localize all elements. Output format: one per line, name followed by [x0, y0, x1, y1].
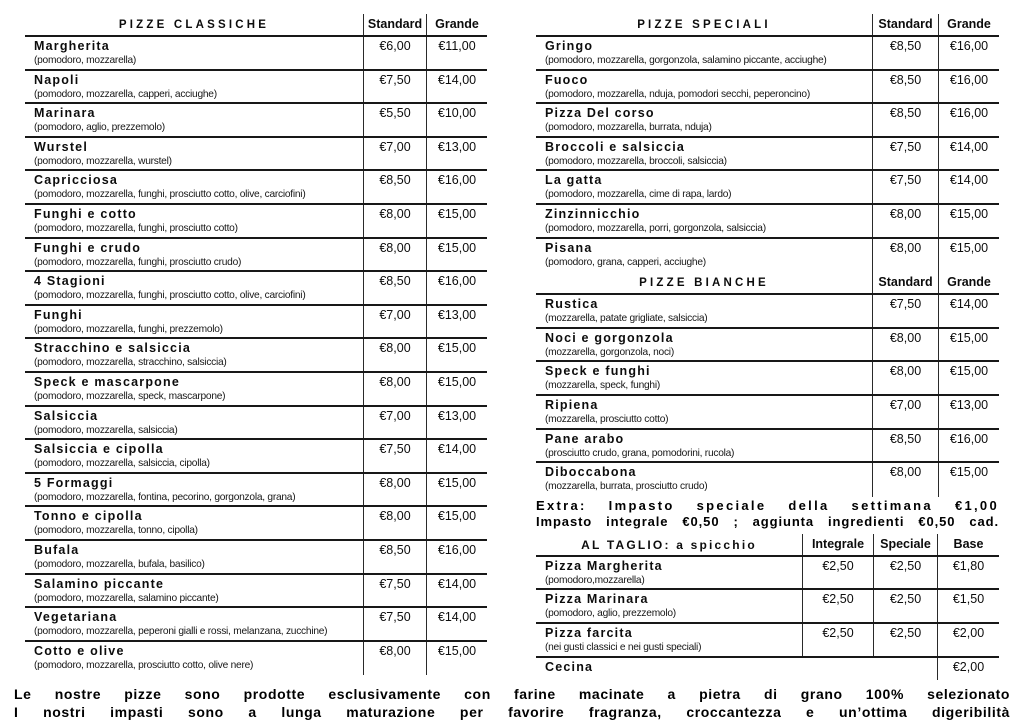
item-name: Funghi e crudo: [34, 240, 142, 255]
item-name-cell: [25, 272, 363, 304]
item-name: Margherita: [34, 39, 110, 53]
item-name-cell: [536, 138, 872, 170]
item-name: Broccoli e salsiccia: [545, 139, 686, 154]
menu-item-row: [536, 295, 999, 329]
item-name: Funghi e cotto: [34, 206, 137, 221]
item-name-cell: [536, 463, 872, 497]
price-cell: €2,50: [873, 590, 937, 622]
menu-item-row: [25, 104, 487, 138]
pizze-classiche-table: [25, 14, 487, 675]
item-name-cell: [536, 239, 872, 273]
item-desc: (pomodoro, mozzarella, capperi, acciughe): [34, 88, 217, 100]
item-name: Tonno e cipolla: [34, 509, 143, 524]
price-cell: €16,00: [938, 104, 999, 136]
price-cell: €16,00: [938, 37, 999, 69]
item-name-cell: [536, 624, 802, 656]
item-desc: (mozzarella, speck, funghi): [545, 380, 660, 392]
item-desc: (pomodoro, mozzarella, nduja, pomodori secchi, peperoncino): [545, 88, 810, 100]
price-cell: €8,50: [363, 541, 426, 573]
price-cell: €7,50: [872, 295, 938, 327]
price-cell: €14,00: [938, 171, 999, 203]
column-header-base: Base: [937, 534, 999, 555]
item-desc: (pomodoro, mozzarella, stracchino, salsiccia): [34, 357, 227, 369]
price-cell: €15,00: [426, 205, 487, 237]
item-name: Speck e mascarpone: [34, 374, 180, 389]
menu-item-row: [25, 306, 487, 340]
item-name: Rustica: [545, 297, 599, 312]
price-cell: €1,50: [937, 590, 999, 622]
item-name-cell: [25, 306, 363, 338]
price-cell: €8,50: [872, 71, 938, 103]
price-cell: €15,00: [426, 474, 487, 506]
item-desc: (pomodoro, mozzarella, funghi, prosciutto cotto, olive, carciofini): [34, 290, 306, 302]
price-cell: [802, 658, 873, 680]
price-cell: €16,00: [426, 171, 487, 203]
item-name-cell: [536, 590, 802, 622]
column-header-standard: Standard: [363, 14, 426, 35]
section-title: PIZZE BIANCHE: [639, 277, 769, 290]
item-name: 5 Formaggi: [34, 475, 114, 490]
item-desc: (pomodoro, mozzarella, funghi, prezzemolo): [34, 323, 223, 335]
price-cell: €14,00: [426, 71, 487, 103]
price-cell: [873, 658, 937, 680]
price-cell: €7,00: [872, 396, 938, 428]
item-name-cell: [25, 373, 363, 405]
menu-item-row: [536, 104, 999, 138]
extra-note-line-2: Impasto integrale €0,50 ; aggiunta ingredienti €0,50 cad.: [536, 513, 999, 529]
item-name-cell: [536, 329, 872, 361]
column-header-standard: Standard: [872, 272, 938, 293]
item-name: Stracchino e salsiccia: [34, 341, 192, 356]
item-desc: (pomodoro, mozzarella): [34, 55, 137, 66]
menu-item-row: [25, 575, 487, 609]
item-desc: (pomodoro, mozzarella, tonno, cipolla): [34, 525, 198, 537]
price-cell: €2,00: [937, 658, 999, 680]
menu-item-row: [25, 407, 487, 441]
item-name: Pane arabo: [545, 431, 625, 446]
item-desc: (pomodoro, aglio, prezzemolo): [34, 122, 165, 134]
menu-item-row: [536, 171, 999, 205]
price-cell: €8,00: [363, 507, 426, 539]
item-name-cell: [25, 541, 363, 573]
item-name: Pisana: [545, 240, 593, 255]
menu-item-row: [25, 440, 487, 474]
price-cell: €8,00: [363, 642, 426, 676]
item-desc: (mozzarella, patate grigliate, salsiccia): [545, 313, 708, 325]
menu-item-row: [536, 396, 999, 430]
menu-item-row: [536, 658, 999, 680]
item-desc: (pomodoro, mozzarella, cime di rapa, lardo): [545, 189, 732, 201]
item-name: Napoli: [34, 72, 80, 87]
price-cell: €13,00: [426, 306, 487, 338]
item-name: Vegetariana: [34, 610, 118, 625]
price-cell: €8,00: [872, 463, 938, 497]
price-cell: €8,00: [872, 362, 938, 394]
section-title: PIZZE CLASSICHE: [118, 19, 270, 31]
price-cell: €2,50: [802, 590, 873, 622]
item-name: Salsiccia: [34, 408, 99, 423]
price-cell: €8,50: [363, 171, 426, 203]
bianche-header-row: [536, 272, 999, 295]
item-name-cell: [536, 171, 872, 203]
extra-note-line-1: Extra: Impasto speciale della settimana €1,00: [536, 497, 999, 513]
item-name-cell: [25, 37, 363, 69]
price-cell: €16,00: [938, 430, 999, 462]
price-cell: €7,50: [363, 608, 426, 640]
al-taglio-table: [536, 534, 999, 680]
menu-item-row: [25, 239, 487, 273]
price-cell: €16,00: [426, 541, 487, 573]
item-name-cell: [25, 575, 363, 607]
item-desc: (nei gusti classici e nei gusti speciali): [545, 641, 702, 653]
menu-item-row: [536, 205, 999, 239]
right-column: [536, 14, 999, 680]
menu-item-row: [536, 590, 999, 624]
menu-item-row: [25, 507, 487, 541]
item-name: Speck e funghi: [545, 364, 651, 379]
menu-item-row: [25, 642, 487, 676]
item-name: La gatta: [545, 173, 603, 188]
column-header-speciale: Speciale: [873, 534, 937, 555]
menu-item-row: [25, 373, 487, 407]
price-cell: €13,00: [938, 396, 999, 428]
item-name-cell: [25, 407, 363, 439]
item-desc: (pomodoro, mozzarella, fontina, pecorino, gorgonzola, grana): [34, 491, 296, 503]
price-cell: €15,00: [938, 239, 999, 273]
price-cell: €6,00: [363, 37, 426, 69]
column-header-grande: Grande: [426, 14, 487, 35]
price-cell: €7,50: [363, 440, 426, 472]
classiche-header-row: [25, 14, 487, 37]
menu-item-row: [536, 624, 999, 658]
pizze-bianche-table: [536, 272, 999, 497]
price-cell: €15,00: [426, 339, 487, 371]
item-desc: (pomodoro, grana, capperi, acciughe): [545, 256, 706, 268]
item-name: Noci e gorgonzola: [545, 330, 674, 345]
item-name-cell: [536, 205, 872, 237]
column-header-integrale: Integrale: [802, 534, 873, 555]
price-cell: €15,00: [426, 642, 487, 676]
item-name-cell: [25, 239, 363, 271]
price-cell: €15,00: [938, 463, 999, 497]
menu-item-row: [536, 138, 999, 172]
item-name-cell: [25, 205, 363, 237]
section-title: AL TAGLIO: a spicchio: [581, 537, 757, 552]
item-name-cell: [25, 171, 363, 203]
price-cell: €14,00: [938, 295, 999, 327]
price-cell: €13,00: [426, 138, 487, 170]
column-header-standard: Standard: [872, 14, 938, 35]
item-name: Gringo: [545, 39, 594, 53]
item-desc: (pomodoro, mozzarella, peperoni gialli e rossi, melanzana, zucchine): [34, 626, 328, 638]
menu-item-row: [25, 205, 487, 239]
price-cell: €8,50: [872, 430, 938, 462]
speciali-header-row: [536, 14, 999, 37]
price-cell: €13,00: [426, 407, 487, 439]
price-cell: €2,50: [873, 557, 937, 589]
item-desc: (mozzarella, gorgonzola, noci): [545, 346, 674, 358]
price-cell: €7,00: [363, 138, 426, 170]
item-name-cell: [25, 642, 363, 676]
footer-note: [0, 686, 1024, 721]
item-name: Fuoco: [545, 72, 589, 87]
price-cell: €15,00: [938, 362, 999, 394]
price-cell: €14,00: [938, 138, 999, 170]
price-cell: €7,50: [872, 171, 938, 203]
item-desc: (pomodoro, mozzarella, salsiccia): [34, 424, 178, 436]
item-name-cell: [25, 507, 363, 539]
item-name: 4 Stagioni: [34, 274, 106, 289]
price-cell: €11,00: [426, 37, 487, 69]
item-name-cell: [25, 608, 363, 640]
item-desc: (mozzarella, burrata, prosciutto crudo): [545, 481, 708, 493]
price-cell: €7,50: [872, 138, 938, 170]
item-name-cell: [536, 71, 872, 103]
item-desc: (pomodoro, mozzarella, speck, mascarpone): [34, 390, 226, 402]
price-cell: €8,00: [363, 339, 426, 371]
price-cell: €8,00: [872, 205, 938, 237]
item-name: Bufala: [34, 542, 80, 557]
price-cell: €8,00: [363, 373, 426, 405]
price-cell: €16,00: [426, 272, 487, 304]
menu-item-row: [25, 138, 487, 172]
item-name: Salsiccia e cipolla: [34, 442, 164, 457]
menu-item-row: [25, 71, 487, 105]
item-name-cell: [25, 104, 363, 136]
pizze-speciali-table: [536, 14, 999, 272]
item-desc: (mozzarella, prosciutto cotto): [545, 413, 669, 425]
footer-line-1: Le nostre pizze sono prodotte esclusivamente con farine macinate a pietra di grano 100% selezionato: [14, 686, 1010, 702]
item-desc: (pomodoro, mozzarella, salsiccia, cipolla): [34, 458, 210, 470]
menu-item-row: [536, 362, 999, 396]
menu-item-row: [25, 339, 487, 373]
menu-item-row: [25, 171, 487, 205]
price-cell: €2,50: [873, 624, 937, 656]
price-cell: €8,00: [872, 329, 938, 361]
price-cell: €8,00: [363, 205, 426, 237]
item-desc: (pomodoro, mozzarella, wurstel): [34, 155, 172, 167]
price-cell: €16,00: [938, 71, 999, 103]
price-cell: €2,50: [802, 624, 873, 656]
extra-note: [536, 498, 999, 530]
price-cell: €8,00: [363, 474, 426, 506]
menu-item-row: [536, 37, 999, 71]
item-desc: (pomodoro, mozzarella, prosciutto cotto, olive nere): [34, 659, 254, 671]
price-cell: €8,00: [872, 239, 938, 273]
price-cell: €15,00: [938, 205, 999, 237]
price-cell: €15,00: [938, 329, 999, 361]
menu-item-row: [536, 329, 999, 363]
menu-item-row: [25, 272, 487, 306]
price-cell: €14,00: [426, 608, 487, 640]
menu-item-row: [536, 430, 999, 464]
item-name-cell: [536, 557, 802, 589]
left-column: [25, 14, 487, 675]
item-name: Pizza farcita: [545, 625, 633, 640]
item-name: Salamino piccante: [34, 576, 165, 591]
menu-item-row: [25, 541, 487, 575]
menu-item-row: [536, 71, 999, 105]
price-cell: €7,50: [363, 71, 426, 103]
item-name: Pizza Del corso: [545, 106, 655, 121]
menu-item-row: [25, 474, 487, 508]
price-cell: €15,00: [426, 373, 487, 405]
item-name: Cecina: [545, 659, 594, 674]
item-name-cell: [25, 339, 363, 371]
menu-item-row: [25, 37, 487, 71]
menu-item-row: [536, 239, 999, 273]
item-name-cell: [536, 104, 872, 136]
price-cell: €7,00: [363, 306, 426, 338]
item-name: Capricciosa: [34, 173, 119, 188]
item-name-cell: [536, 295, 872, 327]
item-name-cell: [25, 474, 363, 506]
item-name: Ripiena: [545, 397, 599, 412]
footer-line-2: I nostri impasti sono a lunga maturazione per favorire fragranza, croccantezza e un’ottima digeribilità: [14, 703, 1010, 720]
price-cell: €15,00: [426, 239, 487, 271]
price-cell: €10,00: [426, 104, 487, 136]
item-name-cell: [25, 138, 363, 170]
price-cell: €7,50: [363, 575, 426, 607]
item-name-cell: [536, 430, 872, 462]
item-desc: (pomodoro, mozzarella, gorgonzola, salamino piccante, acciughe): [545, 55, 827, 66]
item-desc: (pomodoro, mozzarella, funghi, prosciutto cotto): [34, 222, 238, 234]
item-desc: (pomodoro, mozzarella, salamino piccante): [34, 592, 219, 604]
price-cell: €14,00: [426, 440, 487, 472]
item-name-cell: [25, 440, 363, 472]
price-cell: €2,00: [937, 624, 999, 656]
item-name: Wurstel: [34, 139, 89, 154]
item-desc: (pomodoro,mozzarella): [545, 574, 645, 586]
taglio-header-row: [536, 534, 999, 557]
price-cell: €8,50: [872, 37, 938, 69]
item-desc: (pomodoro, aglio, prezzemolo): [545, 608, 676, 620]
item-name: Pizza Margherita: [545, 558, 663, 573]
item-name-cell: [536, 362, 872, 394]
item-desc: (pomodoro, mozzarella, burrata, nduja): [545, 122, 712, 134]
price-cell: €7,00: [363, 407, 426, 439]
price-cell: €8,50: [363, 272, 426, 304]
price-cell: €15,00: [426, 507, 487, 539]
item-name-cell: [536, 37, 872, 69]
price-cell: €8,50: [872, 104, 938, 136]
menu-item-row: [536, 557, 999, 591]
item-desc: (pomodoro, mozzarella, broccoli, salsiccia): [545, 155, 727, 167]
menu-item-row: [25, 608, 487, 642]
price-cell: €5,50: [363, 104, 426, 136]
price-cell: €1,80: [937, 557, 999, 589]
price-cell: €14,00: [426, 575, 487, 607]
item-desc: (prosciutto crudo, grana, pomodorini, rucola): [545, 447, 735, 459]
item-name: Funghi: [34, 307, 83, 322]
column-header-grande: Grande: [938, 14, 999, 35]
section-title: PIZZE SPECIALI: [637, 19, 771, 31]
item-name: Marinara: [34, 106, 96, 121]
item-desc: (pomodoro, mozzarella, bufala, basilico): [34, 558, 205, 570]
item-name-cell: [536, 396, 872, 428]
menu-item-row: [536, 463, 999, 497]
item-name: Zinzinnicchio: [545, 206, 641, 221]
item-name: Pizza Marinara: [545, 592, 649, 607]
item-name: Diboccabona: [545, 465, 637, 480]
item-name-cell: [25, 71, 363, 103]
item-name-cell: [536, 658, 802, 680]
price-cell: €2,50: [802, 557, 873, 589]
price-cell: €8,00: [363, 239, 426, 271]
column-header-grande: Grande: [938, 272, 999, 293]
item-desc: (pomodoro, mozzarella, funghi, prosciutto cotto, olive, carciofini): [34, 189, 306, 201]
item-desc: (pomodoro, mozzarella, funghi, prosciutto crudo): [34, 256, 242, 268]
item-desc: (pomodoro, mozzarella, porri, gorgonzola, salsiccia): [545, 222, 766, 234]
item-name: Cotto e olive: [34, 643, 125, 658]
